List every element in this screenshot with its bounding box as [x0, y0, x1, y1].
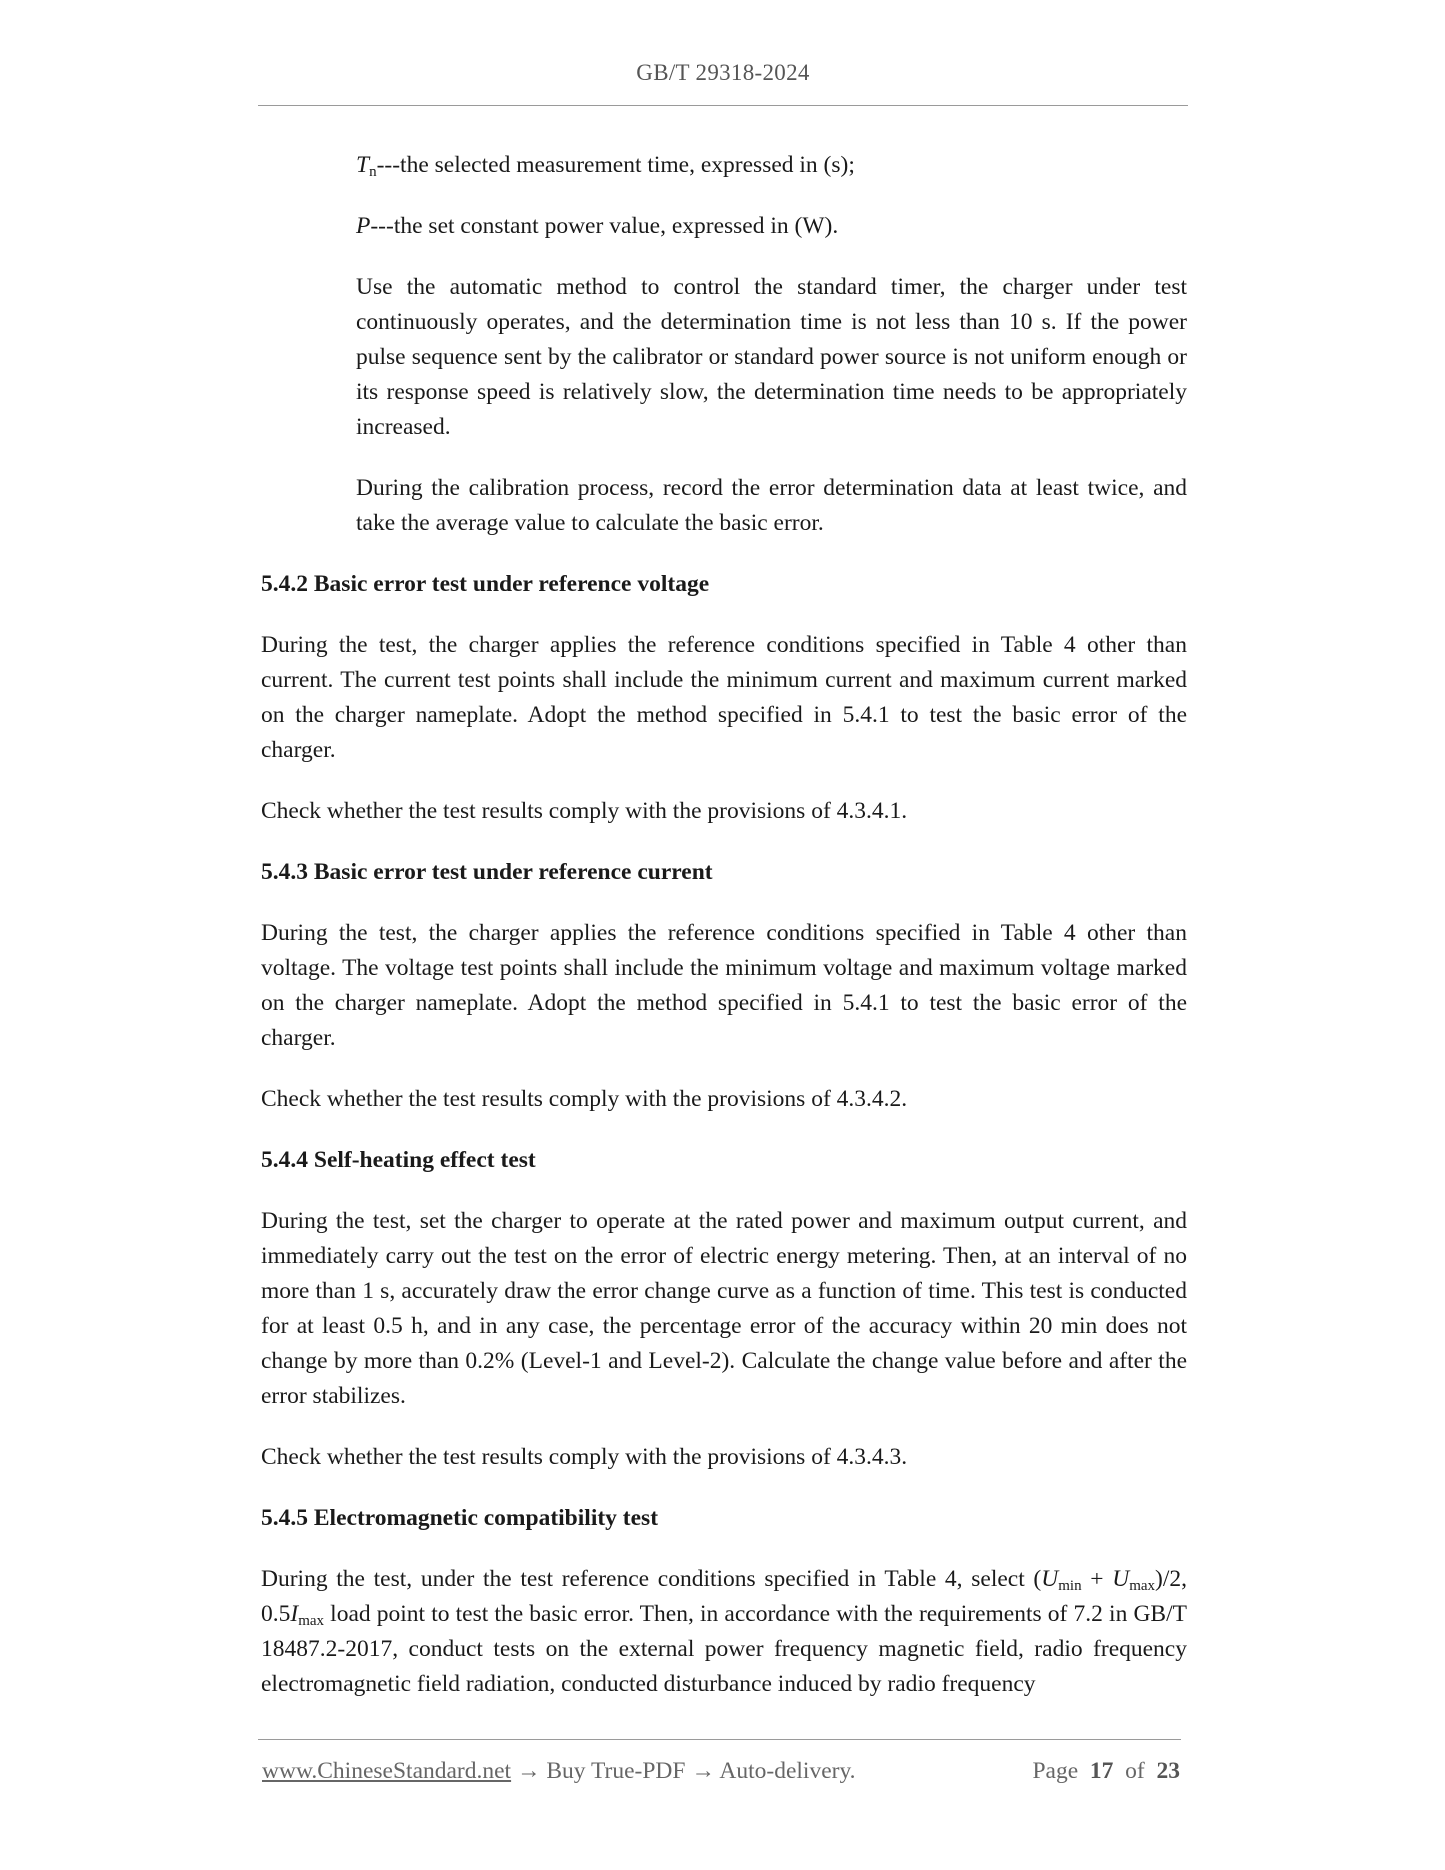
- footer-rule: [258, 1739, 1181, 1740]
- section-5-4-4-paragraph: During the test, set the charger to operate at the rated power and maximum output current, and immediately carry out the test on the error of electric energy metering. Then, at an interval of no more than 1 s, accurately draw the error change curve as a function of time. This test is conducted for at least 0.5 h, and in any case, the percentage error of the accuracy within 20 min does not change by more than 0.2% (Level-1 and Level-2). Calculate the change value before and after the error stabilizes.: [261, 1208, 1187, 1409]
- footer-promo-text: → Buy True-PDF → Auto-delivery.: [511, 1758, 856, 1784]
- section-5-4-3-paragraph: During the test, the charger applies the reference conditions specified in Table 4 other than voltage. The voltage test points shall include the minimum voltage and maximum voltage marked on the charger nameplate. Adopt the method specified in 5.4.1 to test the basic error of the charger.: [261, 920, 1187, 1051]
- section-5-4-4-check: Check whether the test results comply with the provisions of 4.3.4.3.: [261, 1444, 908, 1470]
- section-heading-5-4-3: 5.4.3 Basic error test under reference current: [261, 859, 713, 885]
- total-pages: 23: [1156, 1758, 1180, 1784]
- emc-text-start: During the test, under the test reference conditions specified in Table 4, select (: [261, 1566, 1042, 1592]
- section-heading-5-4-2: 5.4.2 Basic error test under reference voltage: [261, 571, 710, 597]
- section-5-4-2-paragraph: During the test, the charger applies the reference conditions specified in Table 4 other than current. The current test points shall include the minimum current and maximum current marked on the charger nameplate. Adopt the method specified in 5.4.1 to test the basic error of the charger.: [261, 632, 1187, 763]
- page-label: Page: [1032, 1758, 1079, 1784]
- page-header: GB/T 29318-2024: [636, 60, 810, 85]
- header-rule: [258, 105, 1188, 106]
- page-content: [261, 148, 1187, 1728]
- current-page: 17: [1089, 1758, 1114, 1784]
- plus-sign: +: [1081, 1566, 1113, 1592]
- u-max-subscript: max: [1129, 1578, 1156, 1594]
- page-number: [1032, 1758, 1180, 1785]
- section-heading-5-4-5: 5.4.5 Electromagnetic compatibility test: [261, 1505, 659, 1531]
- automatic-method-paragraph: Use the automatic method to control the standard timer, the charger under test continuously operates, and the determination time is not less than 10 s. If the power pulse sequence sent by the calibrator or standard power source is not uniform enough or its response speed is relatively slow, the determination time needs to be appropriately increased.: [356, 274, 1187, 440]
- i-max-subscript: max: [298, 1613, 325, 1629]
- emc-text-end: load point to test the basic error. Then, in accordance with the requirements of 7.2 in GB/T 18487.2-2017, conduct tests on the external power frequency magnetic field, radio frequency electromagnetic field radiation, conducted disturbance induced by radio frequency: [261, 1601, 1187, 1697]
- tn-subscript: n: [369, 164, 377, 180]
- u-symbol: U: [1041, 1566, 1059, 1592]
- p-definition: [356, 209, 1187, 244]
- p-symbol: P: [356, 213, 371, 239]
- section-5-4-3-check: Check whether the test results comply with the provisions of 4.3.4.2.: [261, 1086, 908, 1112]
- u-symbol: U: [1112, 1566, 1130, 1592]
- section-heading-5-4-4: 5.4.4 Self-heating effect test: [261, 1147, 536, 1173]
- section-5-4-5-paragraph: [261, 1562, 1187, 1702]
- emc-text-mid: )/2, 0.5: [261, 1566, 1187, 1627]
- tn-definition: [356, 148, 1187, 183]
- section-5-4-2-check: Check whether the test results comply with the provisions of 4.3.4.1.: [261, 798, 908, 824]
- tn-symbol: T: [356, 152, 370, 178]
- footer-promo: [262, 1758, 856, 1785]
- p-definition-text: ---the set constant power value, expressed in (W).: [370, 213, 839, 239]
- u-min-subscript: min: [1058, 1578, 1082, 1594]
- of-label: of: [1125, 1758, 1145, 1784]
- i-symbol: I: [290, 1601, 299, 1627]
- tn-definition-text: ---the selected measurement time, expressed in (s);: [376, 152, 855, 178]
- chinesestandard-link[interactable]: www.ChineseStandard.net: [262, 1758, 512, 1784]
- calibration-paragraph: During the calibration process, record the error determination data at least twice, and take the average value to calculate the basic error.: [356, 475, 1187, 536]
